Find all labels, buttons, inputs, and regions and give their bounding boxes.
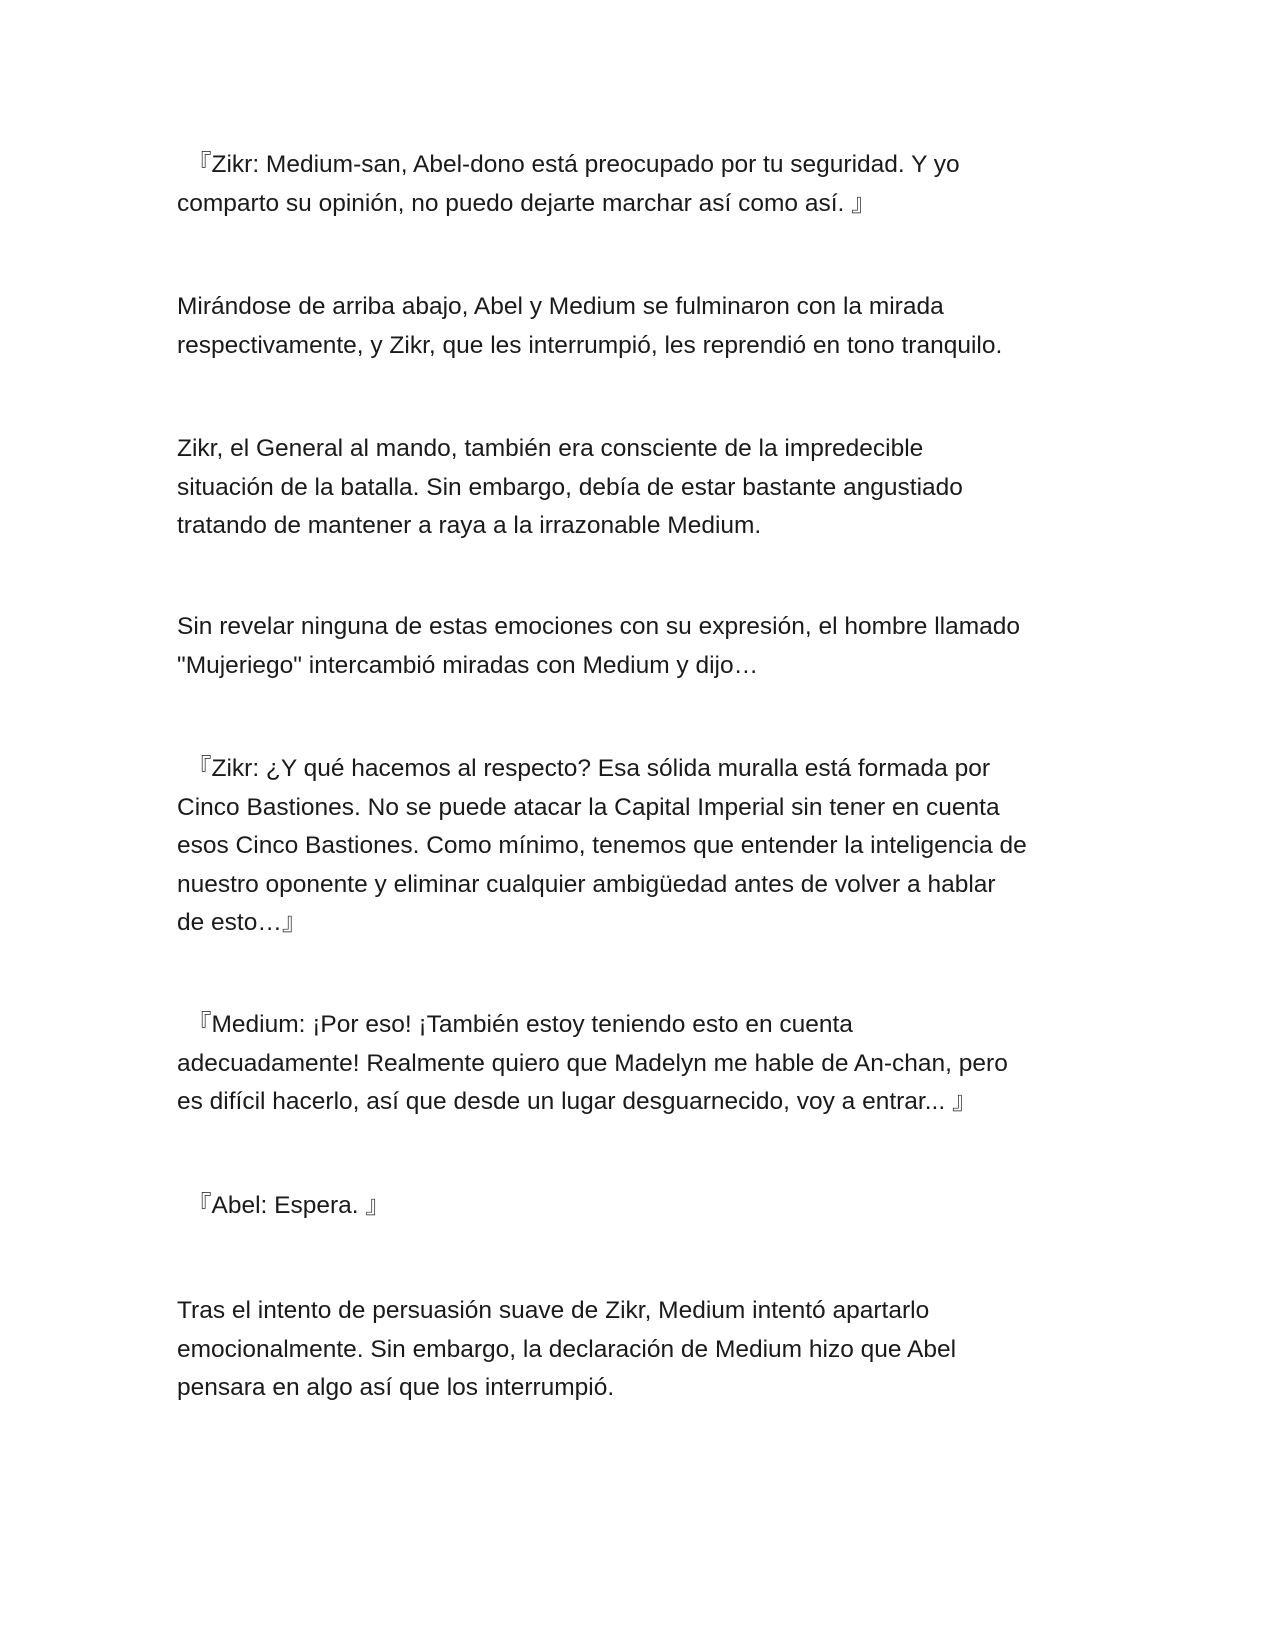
paragraph-dialogue-zikr-1: 『Zikr: Medium-san, Abel-dono está preocupado por tu seguridad. Y yo comparto su opinión, no puedo dejarte marchar así como así. 』 [177,151,960,217]
paragraph-dialogue-zikr-2: 『Zikr: ¿Y qué hacemos al respecto? Esa sólida muralla está formada por Cinco Bastiones. No se puede atacar la Capital Imperial sin tener en cuenta esos Cinco Bastiones. Como mínimo, tenemos que entender la inteligencia de nuestro oponente y eliminar cualquier ambigüedad antes de volver a hablar de esto…』 [177,755,1027,936]
paragraph-dialogue-medium: 『Medium: ¡Por eso! ¡También estoy teniendo esto en cuenta adecuadamente! Realmente quiero que Madelyn me hable de An-chan, pero es difícil hacerlo, así que desde un lugar desguarnecido, voy a entrar... 』 [177,1011,1008,1115]
paragraph-narration-1: Mirándose de arriba abajo, Abel y Medium se fulminaron con la mirada respectivamente, y Zikr, que les interrumpió, les reprendió en tono tranquilo. [177,293,1003,359]
paragraph-dialogue-abel: 『Abel: Espera. 』 [187,1192,390,1219]
paragraph-narration-4: Tras el intento de persuasión suave de Zikr, Medium intentó apartarlo emocionalmente. Sin embargo, la declaración de Medium hizo que Abel pensara en algo así que los interrumpió. [177,1297,957,1401]
paragraph-narration-2: Zikr, el General al mando, también era consciente de la impredecible situación de la batalla. Sin embargo, debía de estar bastante angustiado tratando de mantener a raya a la irrazonable Medium. [177,435,963,539]
paragraph-narration-3: Sin revelar ninguna de estas emociones con su expresión, el hombre llamado "Mujeriego" intercambió miradas con Medium y dijo… [177,613,1021,679]
